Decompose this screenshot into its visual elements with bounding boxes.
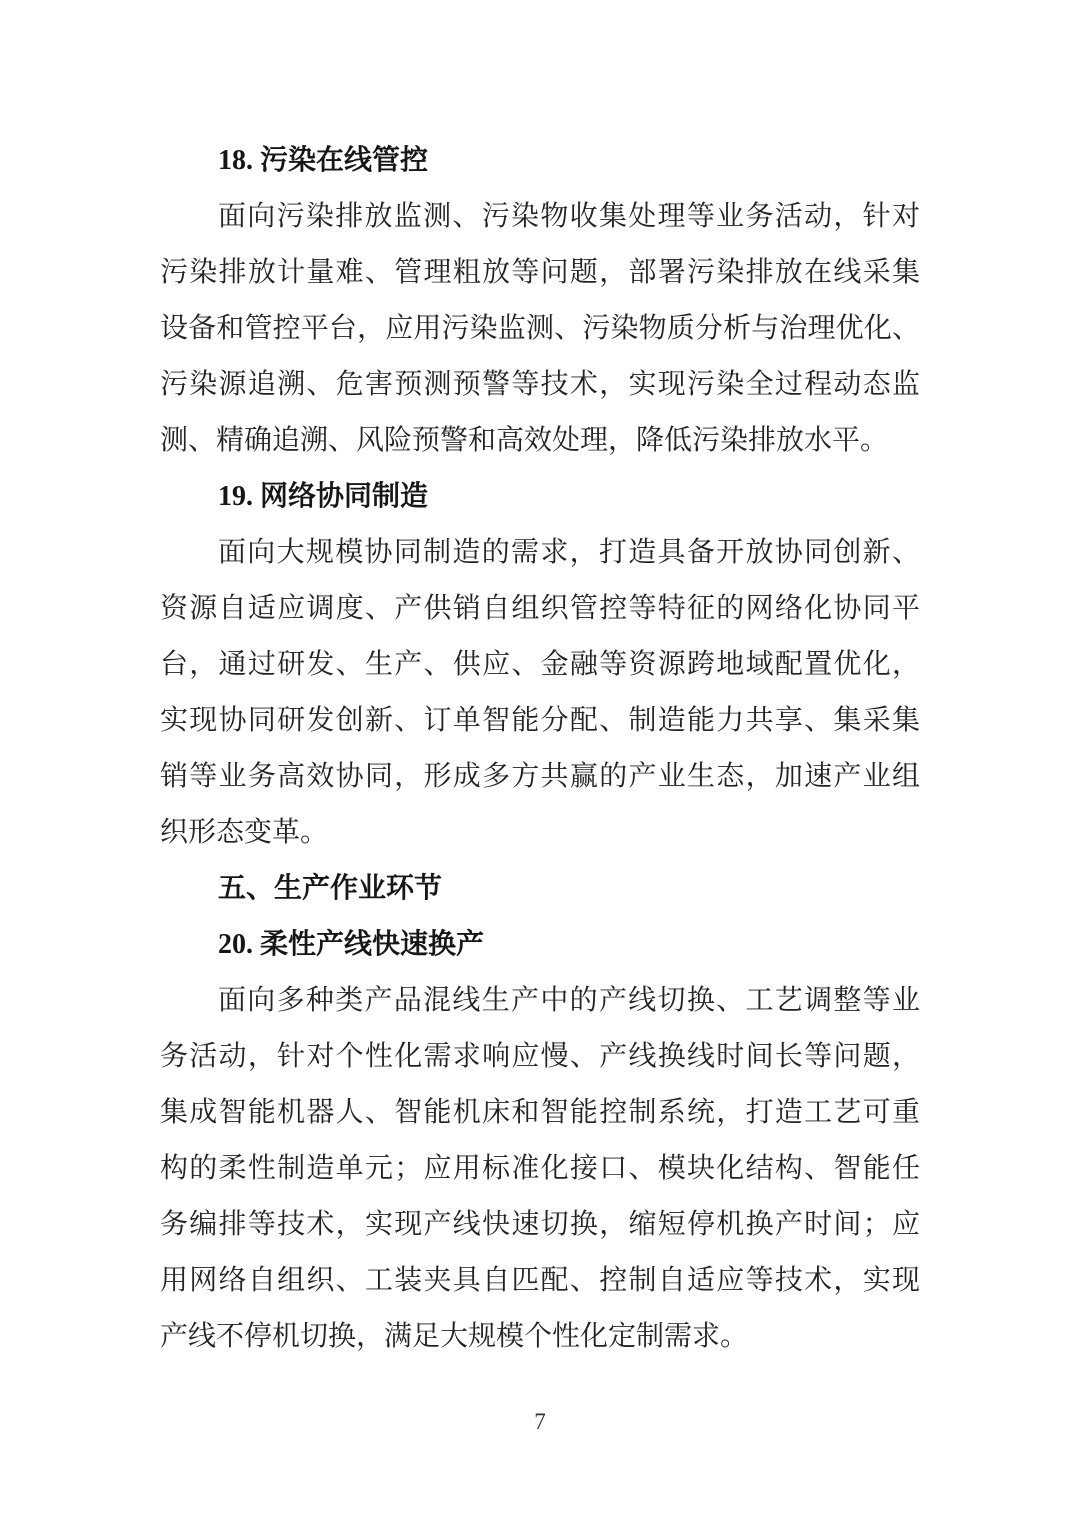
item-heading: 20. 柔性产线快速换产 — [218, 929, 485, 960]
page-number: 7 — [534, 1409, 546, 1434]
paragraph-line: 面向多种类产品混线生产中的产线切换、工艺调整等业 — [218, 985, 920, 1016]
item-heading: 19. 网络协同制造 — [218, 481, 429, 512]
paragraph-line: 面向污染排放监测、污染物收集处理等业务活动，针对 — [218, 201, 920, 232]
paragraph-line: 务活动，针对个性化需求响应慢、产线换线时间长等问题， — [160, 1041, 920, 1072]
paragraph-line: 实现协同研发创新、订单智能分配、制造能力共享、集采集 — [160, 705, 920, 736]
paragraph-line: 测、精确追溯、风险预警和高效处理，降低污染排放水平。 — [160, 425, 889, 456]
paragraph-line: 资源自适应调度、产供销自组织管控等特征的网络化协同平 — [160, 593, 920, 624]
paragraph-line: 污染源追溯、危害预测预警等技术，实现污染全过程动态监 — [160, 369, 920, 400]
paragraph-line: 台，通过研发、生产、供应、金融等资源跨地域配置优化， — [160, 649, 920, 680]
item-heading: 18. 污染在线管控 — [218, 145, 429, 176]
paragraph-line: 务编排等技术，实现产线快速切换，缩短停机换产时间；应 — [160, 1209, 920, 1240]
paragraph-line: 构的柔性制造单元；应用标准化接口、模块化结构、智能任 — [160, 1153, 920, 1184]
section-heading: 五、生产作业环节 — [218, 873, 443, 904]
paragraph-line: 销等业务高效协同，形成多方共赢的产业生态，加速产业组 — [160, 761, 920, 792]
paragraph-line: 面向大规模协同制造的需求，打造具备开放协同创新、 — [218, 537, 920, 568]
document-body — [160, 133, 920, 1365]
paragraph-line: 产线不停机切换，满足大规模个性化定制需求。 — [160, 1321, 749, 1352]
paragraph-line: 污染排放计量难、管理粗放等问题，部署污染排放在线采集 — [160, 257, 920, 288]
paragraph-line: 用网络自组织、工装夹具自匹配、控制自适应等技术，实现 — [160, 1265, 920, 1296]
paragraph-line: 设备和管控平台，应用污染监测、污染物质分析与治理优化、 — [160, 313, 920, 344]
paragraph-line: 集成智能机器人、智能机床和智能控制系统，打造工艺可重 — [160, 1097, 920, 1128]
paragraph-line: 织形态变革。 — [160, 817, 329, 848]
